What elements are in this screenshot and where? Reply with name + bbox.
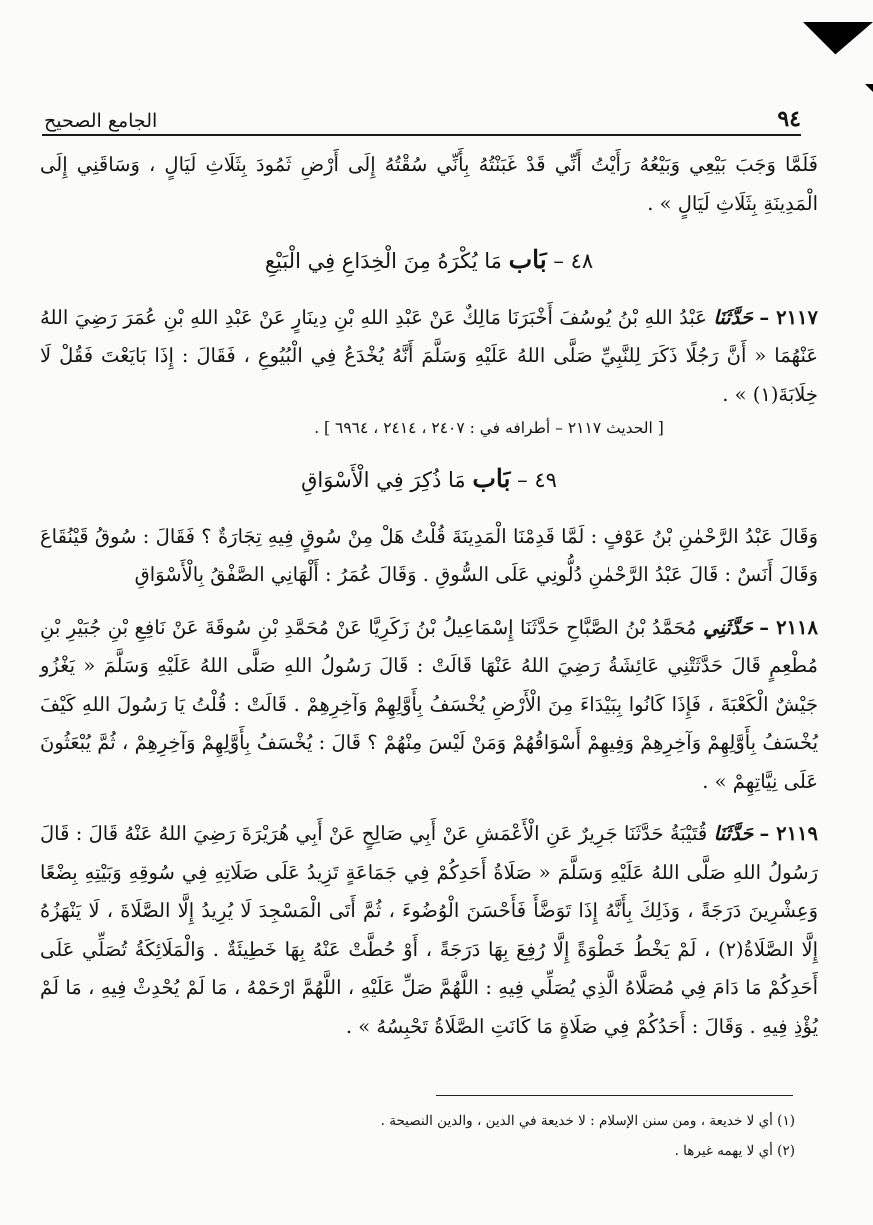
hadith-2119-number: ٢١١٩ – xyxy=(759,822,818,845)
header-rule xyxy=(42,134,801,136)
hadith-2118-number: ٢١١٨ – xyxy=(759,615,819,639)
footnote-1: (١) أي لا خديعة ، ومن سنن الإسلام : لا خديعة في الدين ، والدين النصيحة . xyxy=(380,1113,795,1129)
footnotes xyxy=(60,1106,795,1166)
chapter-48-bab: بَاب xyxy=(508,245,547,274)
footnote-2: (٢) أي لا يهمه غيرها . xyxy=(674,1143,795,1159)
footnote-rule xyxy=(436,1095,793,1096)
chapter-48-heading xyxy=(40,241,818,281)
chapter-48-number: ٤٨ – xyxy=(553,249,594,273)
page-number: ٩٤ xyxy=(777,106,801,132)
hadith-2117 xyxy=(40,299,818,415)
chapter-49-heading xyxy=(40,460,818,500)
hadith-2118-opening: حَدَّثَنِي xyxy=(702,615,753,639)
hadith-2119-opening: حَدَّثَنَا xyxy=(713,822,754,845)
chapter-49-number: ٤٩ – xyxy=(517,468,557,492)
book-title: الجامع الصحيح xyxy=(44,110,158,132)
corner-triangle-cutout xyxy=(801,22,873,84)
hadith-2118-text: مُحَمَّدُ بْنُ الصَّبَّاحِ حَدَّثَنَا إِسْمَاعِيلُ بْنُ زَكَرِيَّا عَنْ مُحَمَّدِ بْنِ سُوقَةَ عَنْ نَافِعِ بْنِ جُبَيْرِ بْنِ مُطْعِمٍ قَالَ حَدَّثَتْنِي عَائِشَةُ رَضِيَ اللهُ عَنْهَا قَالَتْ : قَالَ رَسُولُ اللهِ صَلَّى اللهُ عَلَيْهِ وَسَلَّمَ « يَغْزُو جَيْشٌ الْكَعْبَةَ ، فَإِذَا كَانُوا بِبَيْدَاءَ مِنَ الْأَرْضِ يُخْسَفُ بِأَوَّلِهِمْ وَآخِرِهِمْ . قَالَتْ : قُلْتُ يَا رَسُولَ اللهِ كَيْفَ يُخْسَفُ بِأَوَّلِهِمْ وَآخِرِهِمْ وَفِيهِمْ أَسْوَاقُهُمْ وَمَنْ لَيْسَ مِنْهُمْ ؟ قَالَ : يُخْسَفُ بِأَوَّلِهِمْ وَآخِرِهِمْ ، ثُمَّ يُبْعَثُونَ عَلَى نِيَّاتِهِمْ » . xyxy=(40,615,818,793)
chapter-49-paragraph: وَقَالَ عَبْدُ الرَّحْمٰنِ بْنُ عَوْفٍ : لَمَّا قَدِمْنَا الْمَدِينَةَ قُلْتُ هَلْ مِنْ سُوقٍ فِيهِ تِجَارَةٌ ؟ فَقَالَ : سُوقُ قَيْنُقَاعَ وَقَالَ أَنَسٌ : قَالَ عَبْدُ الرَّحْمٰنِ دُلُّونِي عَلَى السُّوقِ . وَقَالَ عُمَرُ : أَلْهَانِي الصَّفْقُ بِالْأَسْوَاقِ xyxy=(40,524,818,586)
page-body xyxy=(40,146,818,1046)
hadith-2117-reference: [ الحديث ٢١١٧ – أطرافه في : ٢٤٠٧ ، ٢٤١٤ ، ٦٩٦٤ ] . xyxy=(314,419,664,437)
hadith-2117-opening: حَدَّثَنَا xyxy=(713,305,753,329)
page-header xyxy=(44,96,801,132)
hadith-2119 xyxy=(40,815,818,1046)
chapter-48-title: مَا يُكْرَهُ مِنَ الْخِدَاعِ فِي الْبَيْعِ xyxy=(264,249,502,273)
chapter-49-title: مَا ذُكِرَ فِي الْأَسْوَاقِ xyxy=(301,468,466,492)
intro-paragraph: فَلَمَّا وَجَبَ بَيْعِي وَبَيْعُهُ رَأَيْتُ أَنِّي قَدْ غَبَنْتُهُ بِأَنِّي سُقْتُهُ إِلَى أَرْضِ ثَمُودَ بِثَلَاثِ لَيَالٍ ، وَسَاقَنِي إِلَى الْمَدِينَةِ بِثَلَاثِ لَيَالٍ » . xyxy=(40,153,818,215)
chapter-49-bab: بَاب xyxy=(472,464,511,493)
hadith-2118 xyxy=(40,609,818,802)
hadith-2117-number: ٢١١٧ – xyxy=(759,305,819,329)
hadith-2117-text: عَبْدُ اللهِ بْنُ يُوسُفَ أَخْبَرَنَا مَالِكٌ عَنْ عَبْدِ اللهِ بْنِ دِينَارٍ عَنْ عَبْدِ اللهِ بْنِ عُمَرَ رَضِيَ اللهُ عَنْهُمَا « أَنَّ رَجُلًا ذَكَرَ لِلنَّبِيِّ صَلَّى اللهُ عَلَيْهِ وَسَلَّمَ أَنَّهُ يُخْدَعُ فِي الْبُيُوعِ ، فَقَالَ : إِذَا بَايَعْتَ فَقُلْ لَا خِلَابَةَ(١) » . xyxy=(40,305,818,406)
hadith-2119-text: قُتَيْبَةُ حَدَّثَنَا جَرِيرٌ عَنِ الْأَعْمَشِ عَنْ أَبِي صَالِحٍ عَنْ أَبِي هُرَيْرَةَ رَضِيَ اللهُ عَنْهُ قَالَ : قَالَ رَسُولُ اللهِ صَلَّى اللهُ عَلَيْهِ وَسَلَّمَ « صَلَاةُ أَحَدِكُمْ فِي جَمَاعَةٍ تَزِيدُ عَلَى صَلَاتِهِ فِي سُوقِهِ وَبَيْتِهِ بِضْعًا وَعِشْرِينَ دَرَجَةً ، وَذَلِكَ بِأَنَّهُ إِذَا تَوَضَّأَ فَأَحْسَنَ الْوُضُوءَ ، ثُمَّ أَتَى الْمَسْجِدَ لَا يُرِيدُ إِلَّا الصَّلَاةَ ، لَا يَنْهَزُهُ إِلَّا الصَّلَاةُ(٢) ، لَمْ يَخْطُ خَطْوَةً إِلَّا رُفِعَ بِهَا دَرَجَةً ، أَوْ حُطَّتْ عَنْهُ بِهَا خَطِيئَةٌ . وَالْمَلَائِكَةُ تُصَلِّي عَلَى أَحَدِكُمْ مَا دَامَ فِي مُصَلَّاهُ الَّذِي يُصَلِّي فِيهِ : اللَّهُمَّ صَلِّ عَلَيْهِ ، اللَّهُمَّ ارْحَمْهُ ، مَا لَمْ يُحْدِثْ فِيهِ ، مَا لَمْ يُؤْذِ فِيهِ . وَقَالَ : أَحَدُكُمْ فِي صَلَاةٍ مَا كَانَتِ الصَّلَاةُ تَحْبِسُهُ » . xyxy=(40,822,819,1038)
